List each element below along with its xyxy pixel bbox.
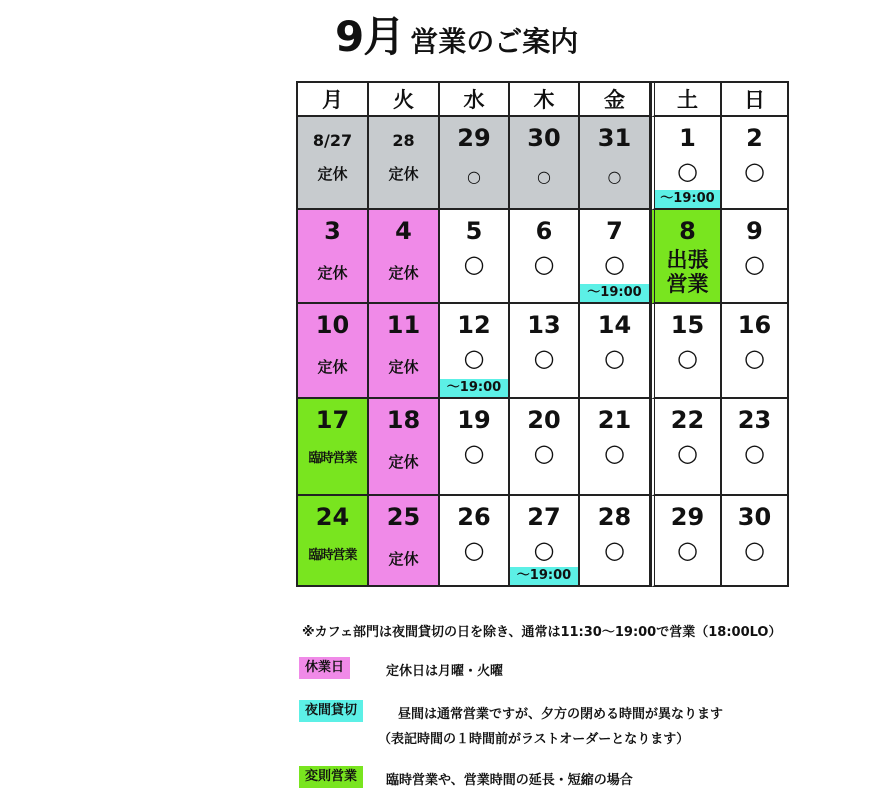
day-cell xyxy=(580,210,651,304)
weekday-header: 月 xyxy=(298,83,369,117)
weekday-header: 土 xyxy=(651,83,722,117)
day-cell xyxy=(651,304,722,399)
day-number: 11 xyxy=(386,311,421,339)
day-cell xyxy=(369,210,440,304)
closed-label: 定休 xyxy=(317,165,348,183)
day-number: 5 xyxy=(465,217,483,245)
day-number: 15 xyxy=(670,311,705,339)
evening-hours-badge: ～19:00 xyxy=(655,190,720,208)
weekday-header: 日 xyxy=(722,83,789,117)
open-mark: ○ xyxy=(604,536,625,564)
day-cell xyxy=(651,496,722,587)
legend-badge-special: 変則営業 xyxy=(299,766,363,788)
evening-hours-badge: ～19:00 xyxy=(580,284,649,302)
calendar-grid xyxy=(296,81,789,587)
day-cell xyxy=(298,210,369,304)
closed-label: 定休 xyxy=(388,264,419,282)
day-number: 23 xyxy=(737,406,772,434)
open-mark: ○ xyxy=(463,536,485,564)
legend-text-closed: 定休日は月曜・火曜 xyxy=(386,664,504,679)
day-cell xyxy=(440,399,510,496)
weekday-header: 木 xyxy=(510,83,580,117)
day-cell xyxy=(440,496,510,587)
day-cell xyxy=(369,304,440,399)
day-cell xyxy=(580,399,651,496)
open-mark: ○ xyxy=(533,536,555,564)
day-cell xyxy=(369,399,440,496)
day-cell xyxy=(580,304,651,399)
closed-label: 定休 xyxy=(317,358,348,376)
day-number: 8/27 xyxy=(312,131,353,150)
day-number: 19 xyxy=(457,406,491,434)
day-cell xyxy=(510,399,580,496)
title-month: 9月 xyxy=(335,12,405,61)
legend-badge-private: 夜間貸切 xyxy=(299,700,363,722)
weekday-header: 水 xyxy=(440,83,510,117)
day-cell xyxy=(369,496,440,587)
day-number: 16 xyxy=(737,311,772,339)
day-cell xyxy=(298,496,369,587)
open-mark: ○ xyxy=(463,250,485,278)
day-number: 25 xyxy=(386,503,421,531)
day-number: 29 xyxy=(670,503,705,531)
day-number: 31 xyxy=(597,124,632,152)
closed-label: 定休 xyxy=(388,550,419,568)
weekday-header: 金 xyxy=(580,83,651,117)
day-number: 30 xyxy=(737,503,772,531)
day-number: 8 xyxy=(679,217,696,245)
legend-text-private-1: 昼間は通常営業ですが、夕方の閉める時間が異なります xyxy=(398,707,724,722)
closed-label: 定休 xyxy=(388,358,419,376)
open-mark: ○ xyxy=(604,250,625,278)
day-cell xyxy=(298,304,369,399)
open-mark: ○ xyxy=(677,536,698,564)
open-mark: ○ xyxy=(744,536,765,564)
day-number: 30 xyxy=(527,124,561,152)
legend-text-special: 臨時営業や、営業時間の延長・短縮の場合 xyxy=(386,773,633,788)
closed-label: 定休 xyxy=(388,165,419,183)
special-hours-label: 臨時営業 xyxy=(308,451,357,466)
special-hours-label: 臨時営業 xyxy=(308,548,357,563)
day-cell xyxy=(651,399,722,496)
closed-label: 定休 xyxy=(388,453,419,471)
day-cell xyxy=(440,117,510,210)
open-mark: ○ xyxy=(744,344,765,372)
day-cell xyxy=(651,210,722,304)
day-number: 27 xyxy=(527,503,561,531)
open-mark: ○ xyxy=(533,344,555,372)
cafe-note: ※カフェ部門は夜間貸切の日を除き、通常は11:30～19:00で営業（18:00LO） xyxy=(302,625,782,640)
day-cell xyxy=(722,304,789,399)
evening-hours-badge: ～19:00 xyxy=(440,379,508,397)
day-number: 3 xyxy=(324,217,341,245)
day-number: 6 xyxy=(535,217,553,245)
page-title xyxy=(335,4,578,60)
open-mark: ○ xyxy=(604,439,625,467)
open-mark: ○ xyxy=(744,157,765,185)
day-cell xyxy=(722,496,789,587)
evening-hours-badge: ～19:00 xyxy=(510,567,578,585)
day-cell xyxy=(440,210,510,304)
day-cell xyxy=(722,210,789,304)
day-number: 13 xyxy=(527,311,561,339)
day-number: 28 xyxy=(597,503,632,531)
day-number: 20 xyxy=(527,406,561,434)
day-number: 4 xyxy=(395,217,412,245)
day-cell xyxy=(510,210,580,304)
open-mark: ○ xyxy=(744,439,765,467)
day-number: 26 xyxy=(457,503,491,531)
day-cell xyxy=(651,117,722,210)
day-cell xyxy=(510,117,580,210)
day-number: 2 xyxy=(746,124,763,152)
day-number: 14 xyxy=(597,311,632,339)
day-cell xyxy=(298,117,369,210)
day-number: 12 xyxy=(457,311,491,339)
day-number: 1 xyxy=(679,124,696,152)
legend-badge-closed: 休業日 xyxy=(299,657,350,679)
weekday-header: 火 xyxy=(369,83,440,117)
day-number: 10 xyxy=(315,311,350,339)
open-mark: ○ xyxy=(463,344,485,372)
day-number: 29 xyxy=(457,124,491,152)
day-cell xyxy=(510,304,580,399)
open-mark: ○ xyxy=(677,439,698,467)
day-cell xyxy=(722,117,789,210)
day-cell xyxy=(580,117,651,210)
day-cell xyxy=(580,496,651,587)
day-number: 7 xyxy=(606,217,623,245)
open-mark: ○ xyxy=(677,344,698,372)
day-number: 9 xyxy=(746,217,763,245)
open-mark: ○ xyxy=(604,344,625,372)
open-mark: ○ xyxy=(463,439,485,467)
open-mark: ○ xyxy=(533,250,555,278)
legend-text-private-2: （表記時間の１時間前がラストオーダーとなります） xyxy=(378,732,690,747)
day-number: 24 xyxy=(315,503,350,531)
day-number: 18 xyxy=(386,406,421,434)
title-text: 営業のご案内 xyxy=(410,25,579,58)
day-number: 22 xyxy=(670,406,705,434)
day-cell xyxy=(298,399,369,496)
day-number: 17 xyxy=(315,406,350,434)
day-cell xyxy=(722,399,789,496)
day-number: 21 xyxy=(597,406,632,434)
open-mark: ○ xyxy=(537,167,551,186)
open-mark: ○ xyxy=(607,167,622,186)
day-number: 28 xyxy=(392,131,415,150)
open-mark: ○ xyxy=(744,250,765,278)
day-cell xyxy=(510,496,580,587)
trip-label-line: 営業 xyxy=(666,272,709,296)
day-cell xyxy=(440,304,510,399)
trip-label-line: 出張 xyxy=(666,248,709,272)
closed-label: 定休 xyxy=(317,264,348,282)
day-cell xyxy=(369,117,440,210)
open-mark: ○ xyxy=(677,157,698,185)
open-mark: ○ xyxy=(533,439,555,467)
open-mark: ○ xyxy=(467,167,481,186)
trip-label xyxy=(655,248,720,296)
